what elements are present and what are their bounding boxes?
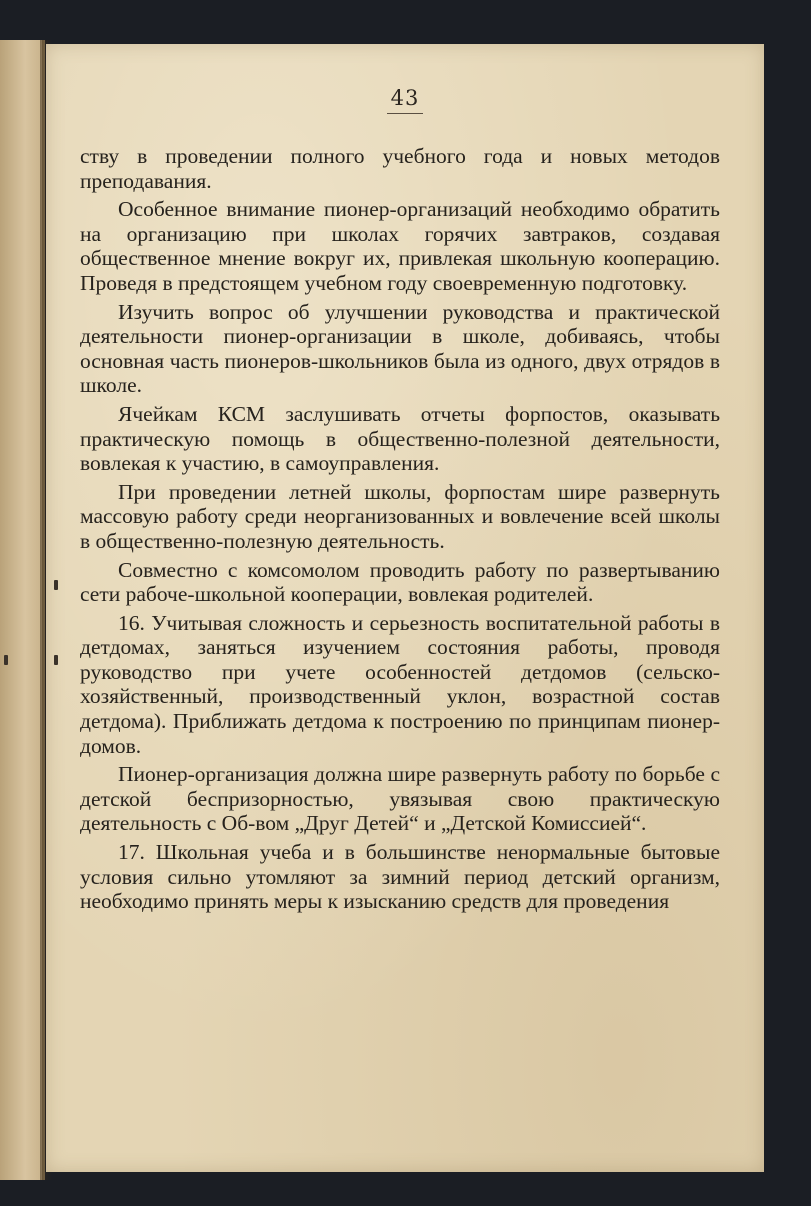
paragraph-ksm-cells: Ячейкам КСМ заслушивать отчеты форпостов, оказывать практическую помощь в общественно-полезной деятельности, вовлекая к участию, в самоуправления. [80,401,720,476]
paragraph-item-16: 16. Учитывая сложность и серьезность воспитательной работы в детдомах, заняться изучением состояния работы, проводя руководство при учете особенностей детдомов (сельско-хозяйственный, производственный уклон, возрастной состав детдома). Приближать детдома к построению по принципам пионер-домов. [80,610,720,758]
margin-tick-mark [54,580,58,590]
paragraph-komsomol-cooperation: Совместно с комсомолом проводить работу по развертыванию сети рабоче-школьной кооперации, вовлекая родителей. [80,557,720,607]
paragraph-homelessness: Пионер-организация должна шире развернуть работу по борьбе с детской беспризорностью, увязывая свою практическую деятельность с Об-вом „Друг Детей“ и „Детской Комиссией“. [80,762,720,836]
page-header [46,86,764,114]
paragraph-item-17: 17. Школьная учеба и в большинстве ненормальные бытовые условия сильно утомляют за зимний период детский организм, необходимо принять меры к изысканию средств для проведения [80,840,720,914]
book-page [46,44,764,1172]
page-body [80,144,720,914]
paragraph-pioneer-leadership: Изучить вопрос об улучшении руководства и практической деятельности пионер-организации в школе, добиваясь, чтобы основная часть пионеров-школьников была из одного, двух отрядов в школе. [80,299,720,398]
margin-tick-mark [4,655,8,665]
paragraph-summer-school: При проведении летней школы, форпостам шире развернуть массовую работу среди неорганизованных и вовлечение всей школы в общественно-полезную деятельность. [80,479,720,553]
page-number: 43 [387,86,424,114]
paragraph-hot-breakfasts: Особенное внимание пионер-организаций необходимо обратить на организацию при школах горячих завтраков, создавая общественное мнение вокруг их, привлекая школьную кооперацию. Проведя в предстоящем учебном году своевременную подготовку. [80,197,720,295]
paragraph-continuation: ству в проведении полного учебного года и новых методов преподавания. [80,144,720,193]
left-page-edge [0,40,45,1180]
margin-tick-mark [54,655,58,665]
